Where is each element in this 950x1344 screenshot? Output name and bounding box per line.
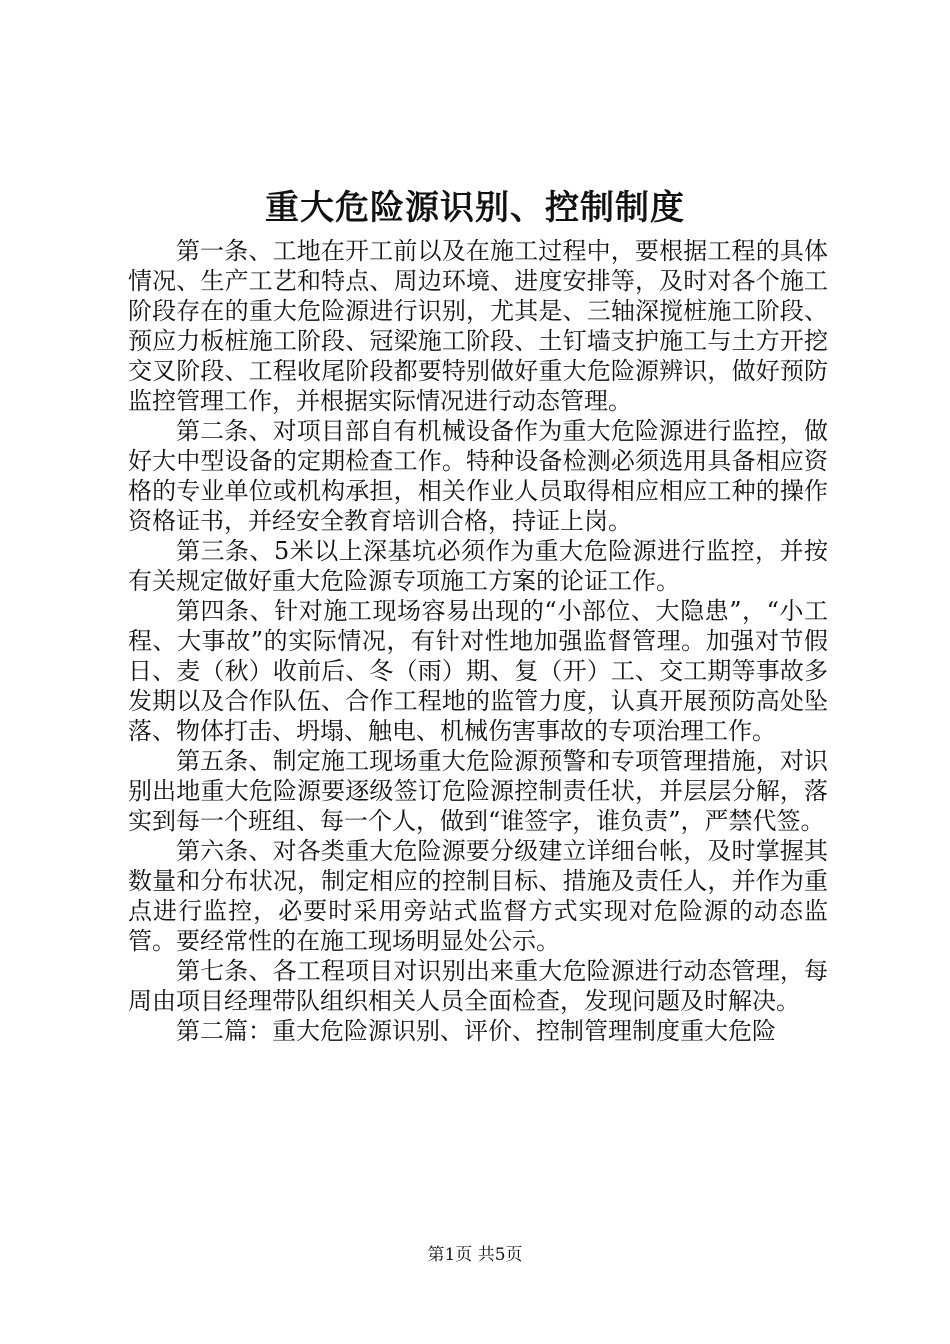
paragraph-article-3: 第三条、5米以上深基坑必须作为重大危险源进行监控，并按有关规定做好重大危险源专项施工方案的论证工作。 bbox=[128, 537, 828, 595]
paragraph-article-2: 第二条、对项目部自有机械设备作为重大危险源进行监控，做好大中型设备的定期检查工作。特种设备检测必须选用具备相应资格的专业单位或机构承担，相关作业人员取得相应相应工种的操作资格证书，并经安全教育培训合格，持证上岗。 bbox=[128, 417, 828, 535]
page-footer-pagination: 第1页 共5页 bbox=[427, 1245, 523, 1265]
paragraph-article-1: 第一条、工地在开工前以及在施工过程中，要根据工程的具体情况、生产工艺和特点、周边环境、进度安排等，及时对各个施工阶段存在的重大危险源进行识别，尤其是、三轴深搅桩施工阶段、预应力板桩施工阶段、冠梁施工阶段、土钉墙支护施工与土方开挖交叉阶段、工程收尾阶段都要特别做好重大危险源辨识，做好预防监控管理工作，并根据实际情况进行动态管理。 bbox=[128, 237, 828, 415]
paragraph-article-4: 第四条、针对施工现场容易出现的“小部位、大隐患”，“小工程、大事故”的实际情况，有针对性地加强监督管理。加强对节假日、麦（秋）收前后、冬（雨）期、复（开）工、交工期等事故多发期以及合作队伍、合作工程地的监管力度，认真开展预防高处坠落、物体打击、坍塌、触电、机械伤害事故的专项治理工作。 bbox=[128, 597, 828, 745]
document-body bbox=[128, 236, 828, 1046]
paragraph-article-7: 第七条、各工程项目对识别出来重大危险源进行动态管理，每周由项目经理带队组织相关人员全面检查，发现问题及时解决。 bbox=[128, 957, 828, 1015]
paragraph-article-5: 第五条、制定施工现场重大危险源预警和专项管理措施，对识别出地重大危险源要逐级签订危险源控制责任状，并层层分解，落实到每一个班组、每一个人，做到“谁签字，谁负责”，严禁代签。 bbox=[128, 747, 828, 835]
paragraph-article-6: 第六条、对各类重大危险源要分级建立详细台帐，及时掌握其数量和分布状况，制定相应的控制目标、措施及责任人，并作为重点进行监控，必要时采用旁站式监督方式实现对危险源的动态监管。要经常性的在施工现场明显处公示。 bbox=[128, 837, 828, 955]
document-title: 重大危险源识别、控制制度 bbox=[265, 188, 685, 228]
paragraph-part-2-heading: 第二篇：重大危险源识别、评价、控制管理制度重大危险 bbox=[176, 1017, 776, 1045]
